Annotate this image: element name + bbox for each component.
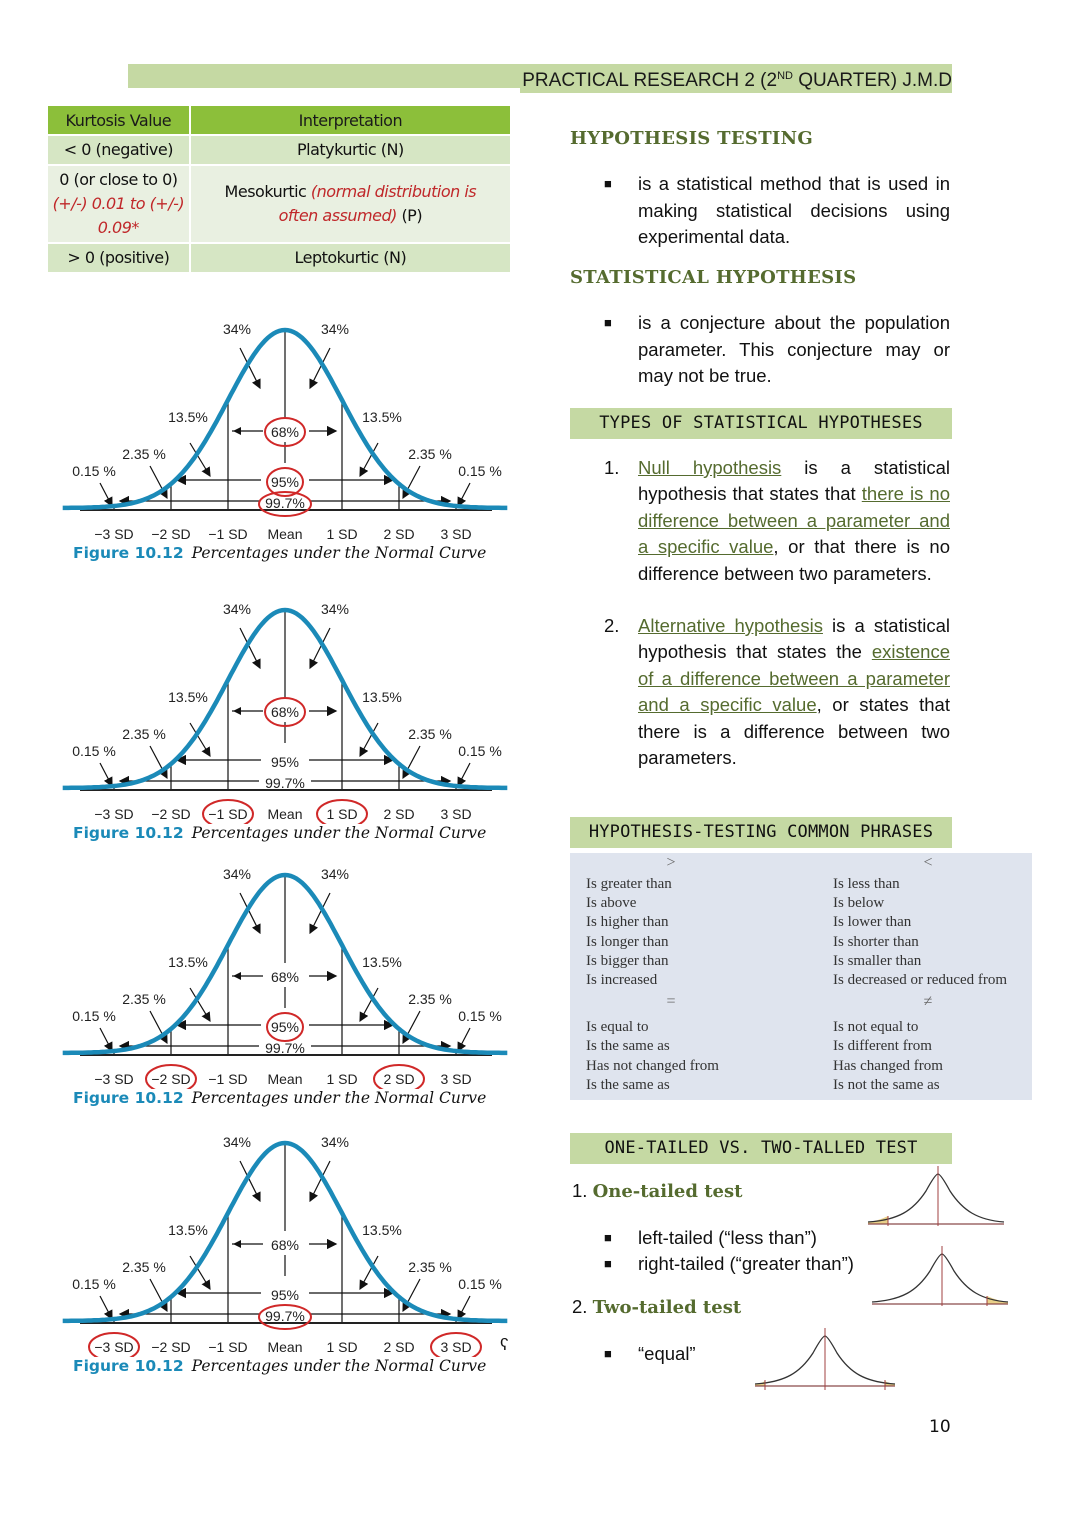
label-p997: 99.7% xyxy=(265,495,305,511)
table-row xyxy=(48,135,511,165)
less-than-phrases xyxy=(833,875,1033,990)
header-band xyxy=(128,64,952,91)
label-p34: 34% xyxy=(222,601,252,617)
one-vs-two-tailed-band: ONE-TAILED VS. TWO-TALLED TEST xyxy=(570,1133,952,1164)
equal-bullet: ■ “equal” xyxy=(604,1341,950,1368)
statistical-hypothesis-bullet xyxy=(604,310,950,390)
right-tailed-bullet: ■ right-tailed (“greater than”) xyxy=(604,1251,950,1278)
label-p997: 99.7% xyxy=(265,775,305,791)
phrase-item: Is smaller than xyxy=(833,952,922,969)
stray-character: ʕ xyxy=(500,1335,509,1354)
phrase-item: Is above xyxy=(586,895,637,912)
interp-suffix: (P) xyxy=(401,206,423,225)
normal-curve-figure-3 xyxy=(60,863,520,1108)
label-p135: 13.5% xyxy=(362,689,402,705)
left-tailed-curve-diagram xyxy=(868,1166,1008,1236)
label-m1: −1 SD xyxy=(208,806,248,822)
phrase-item: Has not changed from xyxy=(586,1057,719,1074)
table-row xyxy=(48,243,511,272)
phrase-item: Has changed from xyxy=(833,1057,943,1074)
underlined-definition: there is no difference between a parameter and a specific value xyxy=(638,483,950,558)
interp-note: (normal distribution is often assumed) xyxy=(278,182,477,225)
greater-than-symbol: > xyxy=(666,854,676,871)
label-mean: Mean xyxy=(267,806,303,822)
label-p015: 0.15 % xyxy=(458,1008,502,1024)
greater-than-phrases xyxy=(586,875,786,990)
label-s2: 2 SD xyxy=(383,1071,415,1087)
label-m1: −1 SD xyxy=(208,526,248,542)
normal-curve-figure-4 xyxy=(60,1131,520,1376)
phrase-item: Is not the same as xyxy=(833,1076,940,1093)
phrases-right-column xyxy=(833,853,1033,1095)
value-main: 0 (or close to 0) xyxy=(59,170,178,189)
normal-curve-figure-2 xyxy=(60,598,520,843)
label-m1: −1 SD xyxy=(208,1071,248,1087)
label-m2: −2 SD xyxy=(151,1339,191,1355)
item-number: 1. xyxy=(604,457,620,478)
not-equal-phrases xyxy=(833,1018,1033,1095)
label-p68: 68% xyxy=(270,424,300,440)
null-hypothesis-item xyxy=(604,455,950,587)
label-p68: 68% xyxy=(270,1237,300,1253)
label-m3: −3 SD xyxy=(94,806,134,822)
square-bullet-icon: ■ xyxy=(604,1256,612,1271)
label-p34: 34% xyxy=(320,601,350,617)
label-p015: 0.15 % xyxy=(72,743,116,759)
normal-curve-svg xyxy=(60,1131,520,1357)
label-p015: 0.15 % xyxy=(72,463,116,479)
label-s2: 2 SD xyxy=(383,806,415,822)
label-m2: −2 SD xyxy=(151,806,191,822)
label-s1: 1 SD xyxy=(326,526,358,542)
label-m3: −3 SD xyxy=(94,1071,134,1087)
normal-curve-svg xyxy=(60,598,520,824)
table-row xyxy=(48,165,511,243)
interp-main: Mesokurtic xyxy=(224,182,307,201)
cell-value: < 0 (negative) xyxy=(48,135,190,165)
label-p34: 34% xyxy=(222,1134,252,1150)
label-p235: 2.35 % xyxy=(122,1259,166,1275)
label-p34: 34% xyxy=(320,321,350,337)
label-p135: 13.5% xyxy=(362,1222,402,1238)
less-than-symbol: < xyxy=(923,854,933,871)
common-phrases-band: HYPOTHESIS-TESTING COMMON PHRASES xyxy=(570,817,952,848)
label-p015: 0.15 % xyxy=(458,463,502,479)
phrase-item: Is equal to xyxy=(586,1019,649,1036)
right-tailed-curve-diagram xyxy=(872,1246,1012,1316)
value-note: (+/-) 0.01 to (+/-) 0.09* xyxy=(52,194,185,237)
alternative-hypothesis-item xyxy=(604,613,950,771)
label-m3: −3 SD xyxy=(94,1339,134,1355)
label-s2: 2 SD xyxy=(383,1339,415,1355)
phrase-item: Is different from xyxy=(833,1038,932,1055)
two-tailed-heading: 2. Two-tailed test xyxy=(572,1296,742,1318)
normal-curve-svg xyxy=(60,318,520,544)
label-p235: 2.35 % xyxy=(408,1259,452,1275)
label-mean: Mean xyxy=(267,526,303,542)
one-tailed-heading: 1. One-tailed test xyxy=(572,1180,743,1202)
label-p135: 13.5% xyxy=(168,954,208,970)
hypothesis-testing-bullet xyxy=(604,171,950,251)
phrase-item: Is less than xyxy=(833,876,900,892)
phrase-item: Is longer than xyxy=(586,933,669,950)
label-mean: Mean xyxy=(267,1071,303,1087)
label-p015: 0.15 % xyxy=(72,1276,116,1292)
label-s3: 3 SD xyxy=(440,1339,472,1355)
label-m1: −1 SD xyxy=(208,1339,248,1355)
label-p135: 13.5% xyxy=(362,954,402,970)
two-tailed-curve-diagram xyxy=(755,1328,900,1398)
kurtosis-table xyxy=(48,106,512,272)
phrase-item: Is greater than xyxy=(586,876,672,892)
not-equal-symbol: ≠ xyxy=(923,993,933,1011)
bullet-text: is a conjecture about the population parameter. This conjecture may or may not be true. xyxy=(638,312,950,386)
item-text: Alternative hypothesis is a statistical hypothesis that states the existence of a difference between a parameter and a specific value, or states that there is a difference between two parameters. xyxy=(638,615,950,769)
figure-caption: Figure 10.12 Percentages under the Normal Curve xyxy=(73,544,487,562)
phrase-item: Is below xyxy=(833,895,885,912)
normal-curve-figure-1 xyxy=(60,318,520,563)
label-p34: 34% xyxy=(320,1134,350,1150)
two-tailed-title: Two-tailed test xyxy=(592,1297,742,1318)
phrase-item: Is bigger than xyxy=(586,952,669,969)
label-p235: 2.35 % xyxy=(408,726,452,742)
page-number: 10 xyxy=(929,1417,951,1437)
item-text: Null hypothesis is a statistical hypothesis that states that there is no difference between a parameter and a specific value, or that there is no difference between two parameters. xyxy=(638,457,951,584)
square-bullet-icon: ■ xyxy=(604,1346,612,1361)
figure-caption: Figure 10.12 Percentages under the Normal Curve xyxy=(73,824,487,842)
label-p135: 13.5% xyxy=(362,409,402,425)
label-p135: 13.5% xyxy=(168,689,208,705)
phrase-item: Is not equal to xyxy=(833,1019,919,1036)
table-header-kurtosis-value: Kurtosis Value xyxy=(48,106,190,135)
label-s3: 3 SD xyxy=(440,1071,472,1087)
phrase-item: Is lower than xyxy=(833,914,912,931)
label-p235: 2.35 % xyxy=(122,991,166,1007)
label-p34: 34% xyxy=(222,866,252,882)
label-s1: 1 SD xyxy=(326,1339,358,1355)
one-tailed-title: One-tailed test xyxy=(592,1181,743,1202)
label-s1: 1 SD xyxy=(326,806,358,822)
cell-interp xyxy=(190,165,511,243)
cell-value: > 0 (positive) xyxy=(48,243,190,272)
phrase-item: Is the same as xyxy=(586,1076,670,1093)
label-p34: 34% xyxy=(320,866,350,882)
underlined-definition: existence of a difference between a parameter and a specific value xyxy=(638,641,950,716)
term-null-hypothesis: Null hypothesis xyxy=(638,457,782,478)
label-p015: 0.15 % xyxy=(458,1276,502,1292)
label-p235: 2.35 % xyxy=(122,726,166,742)
phrase-item: Is the same as xyxy=(586,1038,670,1055)
label-p95: 95% xyxy=(270,1287,300,1303)
label-p015: 0.15 % xyxy=(72,1008,116,1024)
label-m2: −2 SD xyxy=(151,1071,191,1087)
equal-symbol: = xyxy=(666,993,676,1011)
figure-caption: Figure 10.12 Percentages under the Normal Curve xyxy=(73,1089,487,1107)
square-bullet-icon: ■ xyxy=(604,1230,612,1245)
phrase-item: Is increased xyxy=(586,972,658,989)
square-bullet-icon: ■ xyxy=(604,176,612,191)
statistical-hypothesis-title: STATISTICAL HYPOTHESIS xyxy=(570,267,857,288)
label-mean: Mean xyxy=(267,1339,303,1355)
square-bullet-icon: ■ xyxy=(604,315,612,330)
label-s3: 3 SD xyxy=(440,806,472,822)
cell-interp: Platykurtic (N) xyxy=(190,135,511,165)
left-tailed-bullet: ■ left-tailed (“less than”) xyxy=(604,1225,950,1252)
cell-interp: Leptokurtic (N) xyxy=(190,243,511,272)
normal-curve-svg xyxy=(60,863,520,1089)
table-header-interpretation: Interpretation xyxy=(190,106,511,135)
label-p997: 99.7% xyxy=(265,1308,305,1324)
label-p95: 95% xyxy=(270,1019,300,1035)
equal-phrases xyxy=(586,1018,786,1095)
label-m3: −3 SD xyxy=(94,526,134,542)
label-s2: 2 SD xyxy=(383,526,415,542)
label-s1: 1 SD xyxy=(326,1071,358,1087)
label-p135: 13.5% xyxy=(168,409,208,425)
hypothesis-testing-title: HYPOTHESIS TESTING xyxy=(570,128,814,149)
label-p68: 68% xyxy=(270,969,300,985)
label-p135: 13.5% xyxy=(168,1222,208,1238)
term-alternative-hypothesis: Alternative hypothesis xyxy=(638,615,823,636)
phrases-left-column xyxy=(586,853,786,1095)
label-p015: 0.15 % xyxy=(458,743,502,759)
figure-caption: Figure 10.12 Percentages under the Normal Curve xyxy=(73,1357,487,1375)
phrase-item: Is higher than xyxy=(586,914,669,931)
common-phrases-table xyxy=(570,853,1032,1100)
label-s3: 3 SD xyxy=(440,526,472,542)
label-p235: 2.35 % xyxy=(408,446,452,462)
label-p95: 95% xyxy=(270,754,300,770)
label-p235: 2.35 % xyxy=(408,991,452,1007)
label-p235: 2.35 % xyxy=(122,446,166,462)
label-p95: 95% xyxy=(270,474,300,490)
label-p997: 99.7% xyxy=(265,1040,305,1056)
phrase-item: Is decreased or reduced from xyxy=(833,972,1008,989)
phrase-item: Is shorter than xyxy=(833,933,919,950)
cell-value xyxy=(48,165,190,243)
bullet-text: is a statistical method that is used in making statistical decisions using experimental data. xyxy=(638,173,950,247)
types-of-hypotheses-band: TYPES OF STATISTICAL HYPOTHESES xyxy=(570,408,952,439)
item-number: 2. xyxy=(604,615,620,636)
label-p34: 34% xyxy=(222,321,252,337)
label-p68: 68% xyxy=(270,704,300,720)
label-m2: −2 SD xyxy=(151,526,191,542)
page-header-title: PRACTICAL RESEARCH 2 (2ND QUARTER) J.M.D xyxy=(520,64,952,93)
